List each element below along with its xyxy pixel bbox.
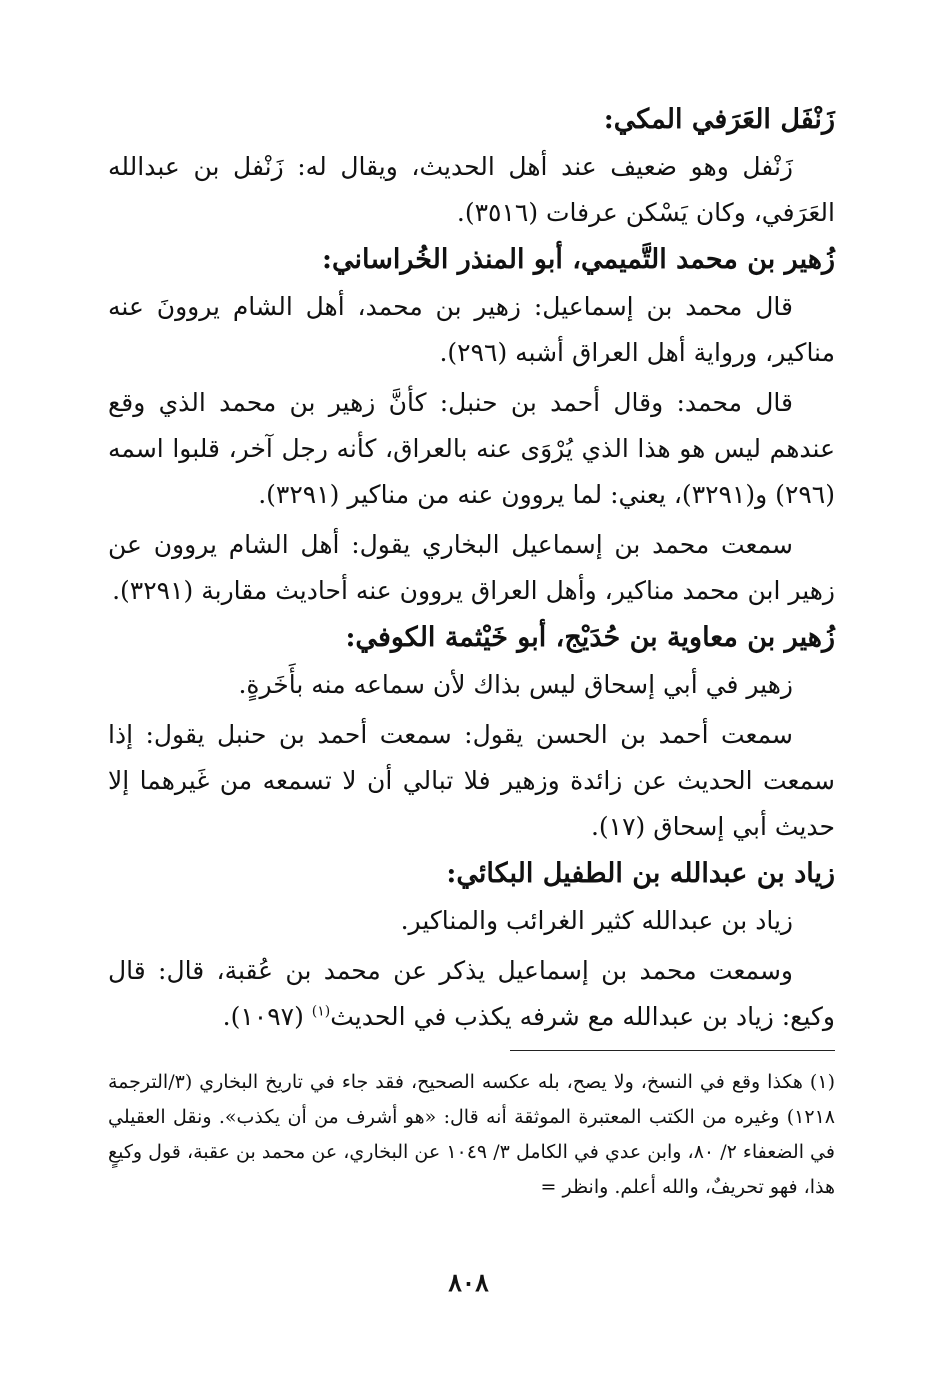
entry-paragraph: زهير في أبي إسحاق ليس بذاك لأن سماعه منه بأَخَرةٍ. [238, 670, 793, 699]
entry-paragraph-with-footnote [108, 948, 835, 1040]
entry-paragraph: زياد بن عبدالله كثير الغرائب والمناكير. [400, 906, 793, 935]
footnote-marker: (١) [311, 1003, 331, 1020]
entry-paragraph: سمعت محمد بن إسماعيل البخاري يقول: أهل الشام يروون عن زهير ابن محمد مناكير، وأهل العراق يروون عنه أحاديث مقاربة (٣٢٩١). [108, 530, 835, 605]
entry-paragraph: قال محمد بن إسماعيل: زهير بن محمد، أهل الشام يروونَ عنه مناكير، ورواية أهل العراق أشبه (٢٩٦). [108, 292, 835, 367]
paragraph-text: وسمعت محمد بن إسماعيل يذكر عن محمد بن عُقبة، قال: قال وكيع: زياد بن عبدالله مع شرفه يكذب في الحديث [108, 956, 835, 1031]
footnote: (١) هكذا وقع في النسخ، ولا يصح، بله عكسه الصحيح، فقد جاء في تاريخ البخاري (٣/الترجمة ١٢١٨) وغيره من الكتب المعتبرة الموثقة أنه قال: «هو أشرف من أن يكذب». ونقل العقيلي في الضعفاء ٢/ ٨٠، وابن عدي في الكامل ٣/ ١٠٤٩ عن البخاري، عن محمد بن عقبة، قول وكيعٍ هذا، فهو تحريفٌ، والله أعلم. وانظر = [108, 1071, 835, 1198]
footnote-divider [510, 1050, 835, 1051]
entry-heading: زياد بن عبدالله بن الطفيل البكائي: [446, 858, 835, 889]
paragraph-reference: (١٠٩٧). [222, 1002, 312, 1031]
entry-paragraph: سمعت أحمد بن الحسن يقول: سمعت أحمد بن حنبل يقول: إذا سمعت الحديث عن زائدة وزهير فلا تبالي أن لا تسمعه من غَيرهما إلا حديث أبي إسحاق (١٧). [108, 720, 835, 841]
entry-heading: زُهير بن معاوية بن حُدَيْج، أبو خَيْثمة الكوفي: [345, 622, 835, 653]
entry-heading: زُهير بن محمد التَّميمي، أبو المنذر الخُراساني: [322, 244, 835, 275]
page-number: ٨٠٨ [448, 1268, 489, 1297]
entry-heading: زَنْفَل العَرَفي المكي: [603, 104, 835, 135]
page-body [108, 100, 835, 1205]
entry-paragraph: قال محمد: وقال أحمد بن حنبل: كأنَّ زهير بن محمد الذي وقع عندهم ليس هو هذا الذي يُرْوَى عنه بالعراق، كأنه رجل آخر، قلبوا اسمه (٢٩٦) و(٣٢٩١)، يعني: لما يروون عنه من مناكير (٣٢٩١). [108, 388, 835, 509]
entry-paragraph: زَنْفل وهو ضعيف عند أهل الحديث، ويقال له: زَنْفل بن عبدالله العَرَفي، وكان يَسْكن عرفات (٣٥١٦). [108, 152, 835, 227]
